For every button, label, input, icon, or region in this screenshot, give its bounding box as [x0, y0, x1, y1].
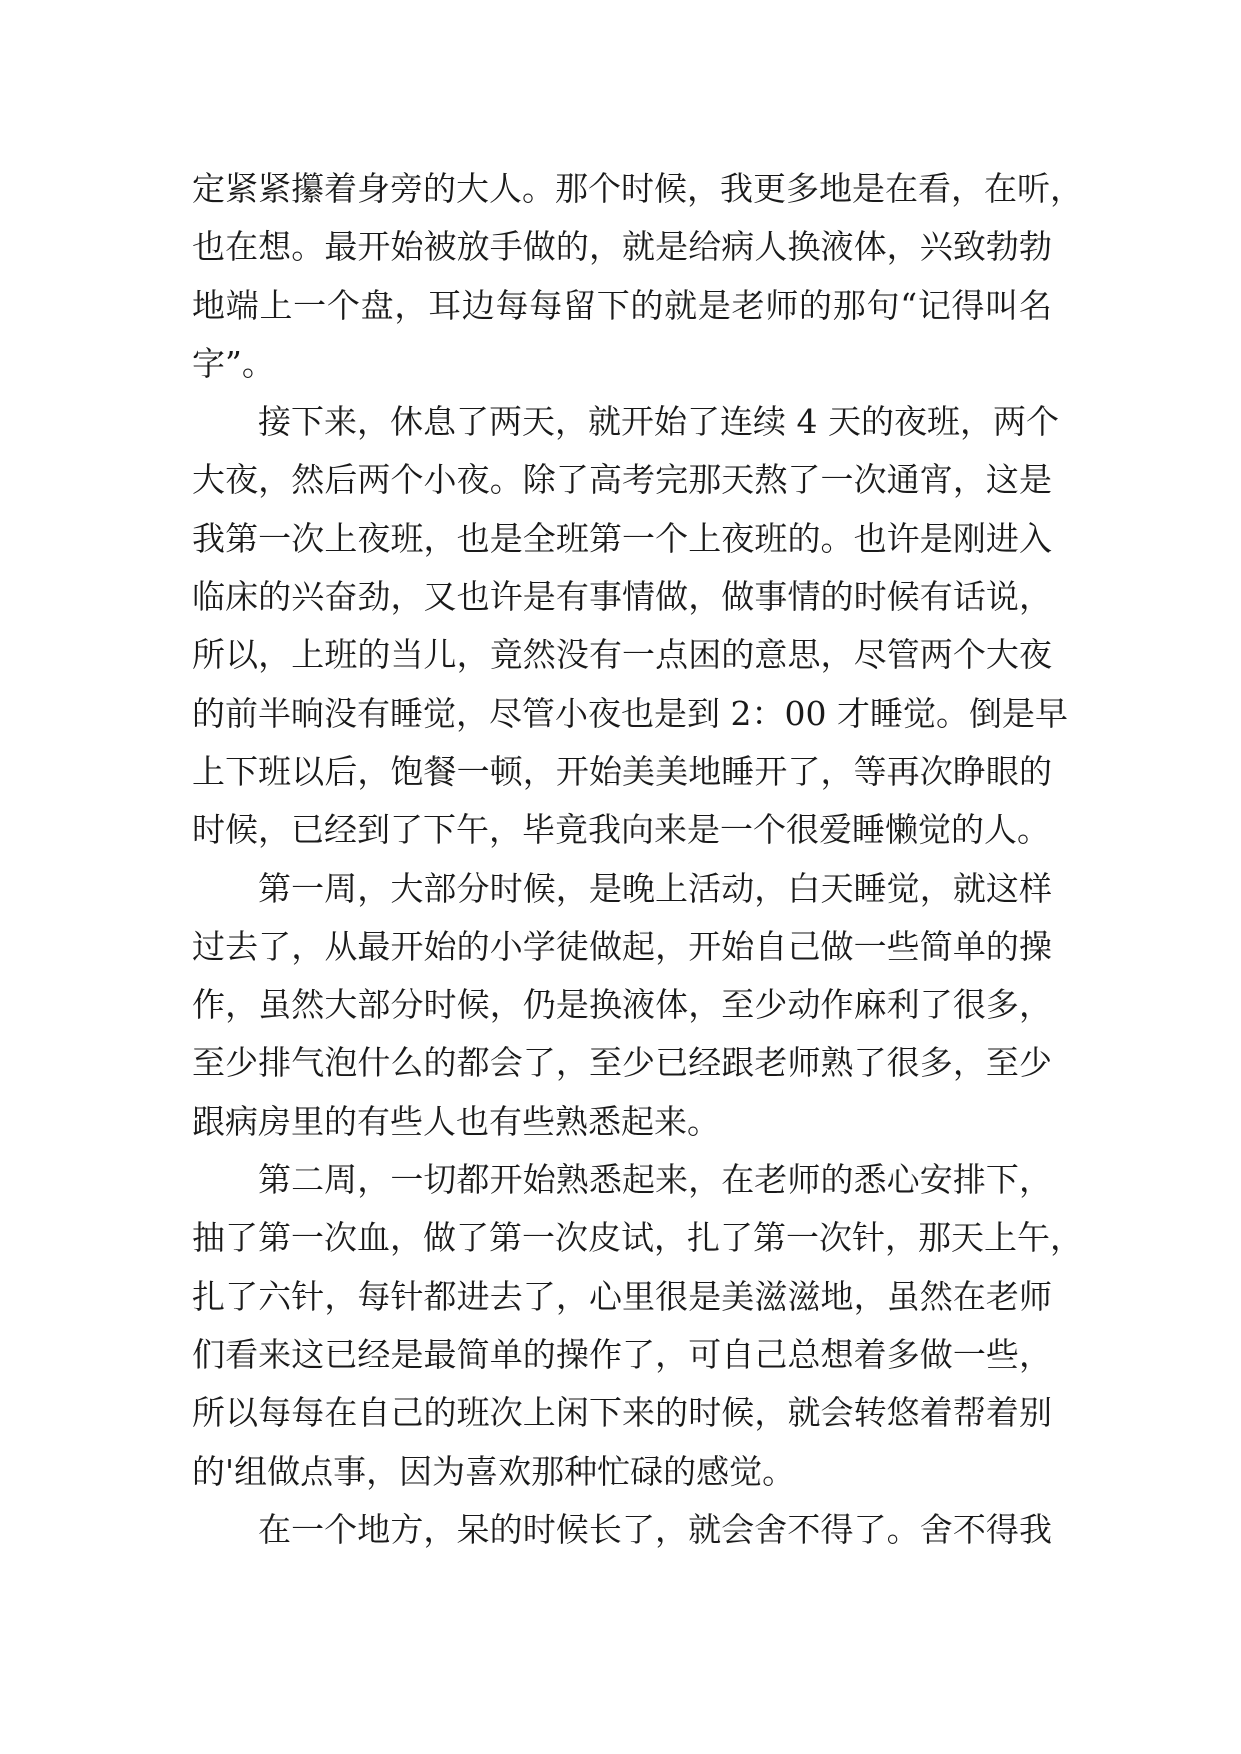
text-line: 们看来这已经是最简单的操作了，可自己总想着多做一些，	[192, 1334, 1052, 1374]
text-line: 大夜，然后两个小夜。除了高考完那天熬了一次通宵，这是	[192, 460, 1052, 500]
text-line: 过去了，从最开始的小学徒做起，开始自己做一些简单的操	[192, 926, 1052, 966]
text-line: 至少排气泡什么的都会了，至少已经跟老师熟了很多，至少	[192, 1043, 1052, 1083]
text-line: 上下班以后，饱餐一顿，开始美美地睡开了，等再次睁眼的	[192, 751, 1052, 791]
text-line: 也在想。最开始被放手做的，就是给病人换液体，兴致勃勃	[192, 227, 1052, 267]
text-line: 作，虽然大部分时候，仍是换液体，至少动作麻利了很多，	[192, 985, 1052, 1025]
body-text	[192, 160, 1083, 1559]
text-line: 在一个地方，呆的时候长了，就会舍不得了。舍不得我	[258, 1509, 1052, 1549]
text-line: 的前半晌没有睡觉，尽管小夜也是到 2：00 才睡觉。倒是早	[192, 693, 1068, 733]
text-line: 第二周，一切都开始熟悉起来，在老师的悉心安排下，	[258, 1160, 1052, 1200]
text-line: 扎了六针，每针都进去了，心里很是美滋滋地，虽然在老师	[192, 1276, 1052, 1316]
text-line: 的'组做点事，因为喜欢那种忙碌的感觉。	[192, 1451, 796, 1491]
text-line: 跟病房里的有些人也有些熟悉起来。	[192, 1101, 720, 1141]
text-line: 我第一次上夜班，也是全班第一个上夜班的。也许是刚进入	[192, 518, 1052, 558]
text-line: 地端上一个盘，耳边每每留下的就是老师的那句“记得叫名	[192, 285, 1052, 325]
text-line: 第一周，大部分时候，是晚上活动，白天睡觉，就这样	[258, 868, 1052, 908]
text-line: 临床的兴奋劲，又也许是有事情做，做事情的时候有话说，	[192, 577, 1052, 617]
text-line: 时候，已经到了下午，毕竟我向来是一个很爱睡懒觉的人。	[192, 810, 1050, 850]
text-line: 所以，上班的当儿，竟然没有一点困的意思，尽管两个大夜	[192, 635, 1052, 675]
text-line: 接下来，休息了两天，就开始了连续 4 天的夜班，两个	[258, 402, 1059, 442]
text-line: 所以每每在自己的班次上闲下来的时候，就会转悠着帮着别	[192, 1393, 1052, 1433]
text-line: 抽了第一次血，做了第一次皮试，扎了第一次针，那天上午，	[192, 1218, 1083, 1258]
text-line: 字”。	[192, 343, 275, 383]
text-line: 定紧紧攥着身旁的大人。那个时候，我更多地是在看，在听，	[192, 169, 1083, 208]
